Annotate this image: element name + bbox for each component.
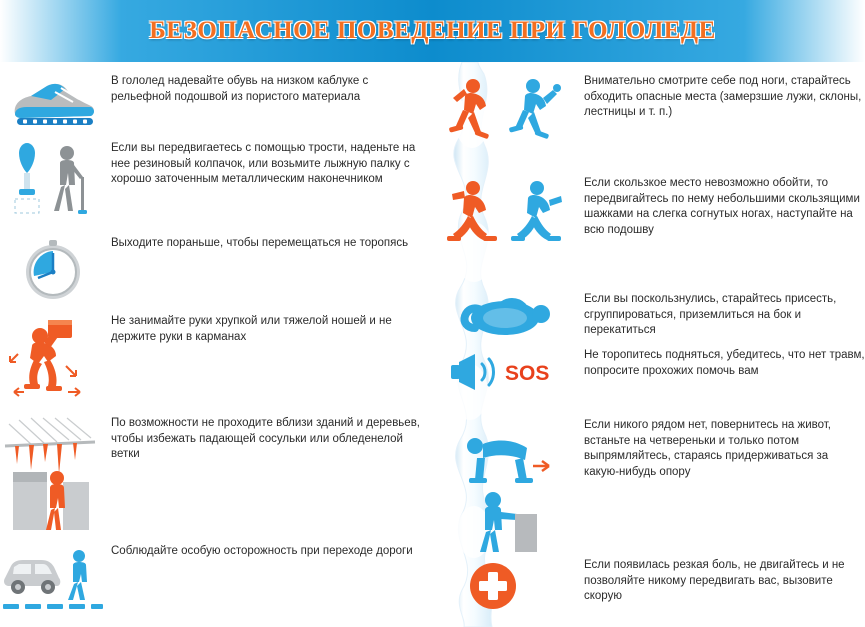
list-item xyxy=(440,348,865,396)
two-people-walking-icon xyxy=(440,74,580,146)
list-item-text: Не занимайте руки хрупкой или тяжелой ношей и не держите руки в карманах xyxy=(111,315,392,343)
winter-shoe-icon xyxy=(0,74,105,132)
list-item-text: Не торопитесь подняться, убедитесь, что нет травм, попросите прохожих помочь вам xyxy=(584,349,865,377)
person-falling-rolling-icon xyxy=(440,292,580,348)
clock-icon xyxy=(0,236,105,306)
list-item xyxy=(440,418,865,558)
person-carrying-load-icon xyxy=(0,314,105,402)
walking-stick-person-icon xyxy=(0,141,105,219)
poster-header xyxy=(0,0,865,62)
list-item xyxy=(440,558,865,614)
icicles-building-icon xyxy=(0,416,105,536)
list-item-text: По возможности не проходите вблизи зданий и деревьев, чтобы избежать падающей сосульки или обледенелой ветки xyxy=(111,417,420,460)
person-crawling-getting-up-icon xyxy=(440,418,580,558)
page-title: БЕЗОПАСНОЕ ПОВЕДЕНИЕ ПРИ ГОЛОЛЕДЕ xyxy=(149,17,716,44)
car-crosswalk-icon xyxy=(0,544,105,616)
list-item-text: Выходите пораньше, чтобы перемещаться не торопясь xyxy=(111,237,409,249)
list-item xyxy=(0,141,432,219)
list-item-text: В гололед надевайте обувь на низком каблуке с рельефной подошвой из пористого материала xyxy=(111,75,369,103)
medical-cross-icon xyxy=(440,558,580,614)
list-item xyxy=(440,176,865,256)
list-item-text: Если вы поскользнулись, старайтесь присесть, сгруппироваться, приземлиться на бок и перекатиться xyxy=(584,293,837,336)
list-item-text: Если вы передвигаетесь с помощью трости, наденьте на нее резиновый колпачок, или возьмите лыжную палку с хорошо заточенным металлическим наконечником xyxy=(111,142,416,185)
list-item-text: Соблюдайте особую осторожность при переходе дороги xyxy=(111,545,413,557)
list-item xyxy=(0,236,432,306)
sos-label: SOS xyxy=(505,362,550,385)
list-item xyxy=(440,74,865,146)
list-item xyxy=(0,74,432,132)
list-item-text: Если никого рядом нет, повернитесь на живот, встаньте на четвереньки и только потом выпрямляйтесь, стараясь придерживаться за какую-нибудь опору xyxy=(584,419,831,478)
list-item xyxy=(0,544,432,616)
list-item-text: Если скользкое место невозможно обойти, то передвигайтесь по нему небольшими скользящими шажками на слегка согнутых ногах, наступайте на всю подошву xyxy=(584,177,860,236)
list-item-text: Внимательно смотрите себе под ноги, старайтесь обходить опасные места (замерзшие лужи, склоны, лестницы и т. п.) xyxy=(584,75,862,118)
sos-megaphone-icon xyxy=(440,348,580,396)
two-people-sliding-steps-icon xyxy=(440,176,580,256)
list-item xyxy=(440,292,865,348)
list-item xyxy=(0,416,432,536)
list-item-text: Если появилась резкая боль, не двигайтесь и не позволяйте никому передвигать вас, вызовите скорую xyxy=(584,559,845,602)
list-item xyxy=(0,314,432,402)
